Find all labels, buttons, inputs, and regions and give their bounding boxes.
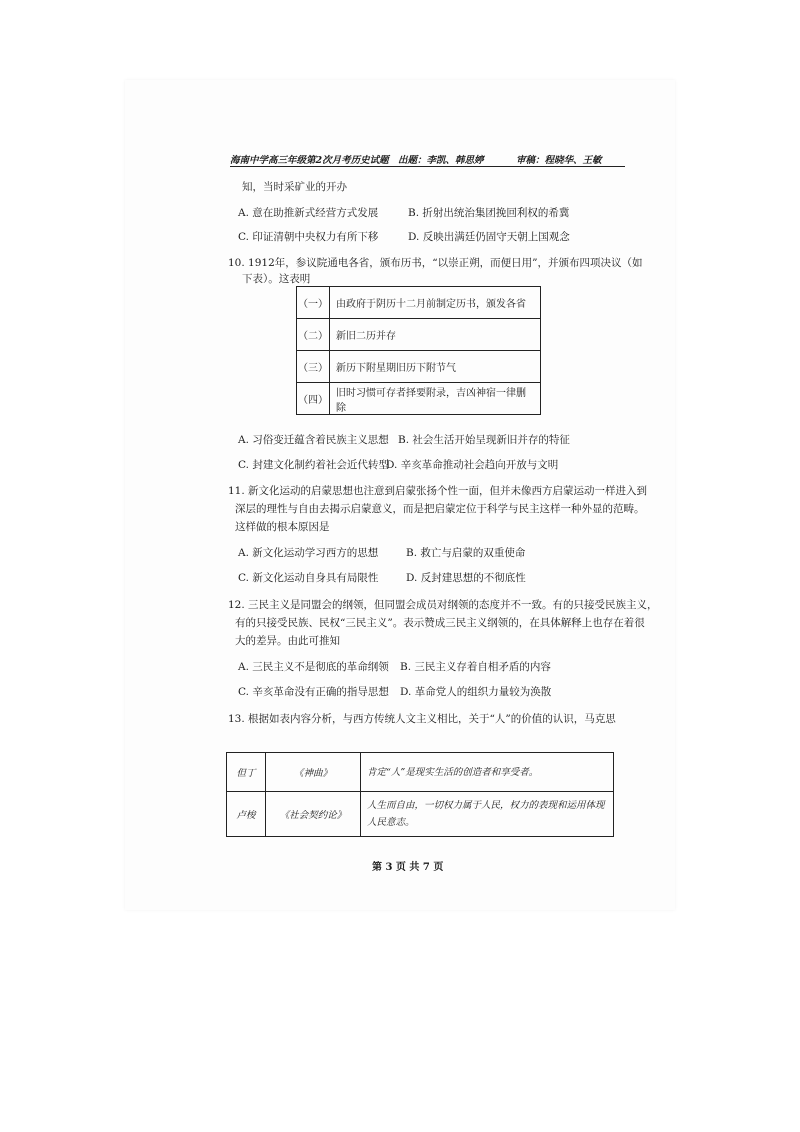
q12-stem-line2: 有的只接受民族、民权“三民主义”。表示赞成三民主义纲领的，在具体解释上也存在着很 — [235, 617, 645, 629]
table-cell-person: 但丁 — [227, 753, 266, 792]
q10-option-d: D. 辛亥革命推动社会趋向开放与文明 — [386, 459, 559, 471]
q11-stem-line1: 11. 新文化运动的启蒙思想也注意到启蒙张扬个性一面，但并未像西方启蒙运动一样进入到 — [228, 485, 648, 497]
exam-reviewer: 审稿：程晓华、王敏 — [516, 155, 602, 166]
q9-option-a: A. 意在助推新式经营方式发展 — [238, 207, 379, 219]
q12-option-d: D. 革命党人的组织力量较为涣散 — [400, 686, 552, 698]
table-cell-num: （一） — [297, 287, 330, 319]
q9-option-b: B. 折射出统治集团挽回利权的希冀 — [408, 207, 570, 219]
table-row — [297, 383, 541, 415]
q13-humanism-table — [226, 752, 614, 837]
exam-title: 海南中学高三年级第2次月考历史试题 — [230, 155, 389, 166]
page-number: 第 3 页 共 7 页 — [372, 862, 444, 873]
exam-header — [230, 150, 625, 167]
q9-option-c: C. 印证清朝中央权力有所下移 — [238, 231, 379, 243]
table-cell-content: 肯定“人”是现实生活的创造者和享受者。 — [361, 753, 614, 792]
q10-option-b: B. 社会生活开始呈现新旧并存的特征 — [398, 434, 570, 446]
table-cell-num: （四） — [297, 383, 330, 415]
table-cell-work: 《神曲》 — [266, 753, 361, 792]
q12-option-c: C. 辛亥革命没有正确的指导思想 — [238, 686, 389, 698]
q11-option-a: A. 新文化运动学习西方的思想 — [238, 547, 379, 559]
table-cell-content: 人生而自由，一切权力属于人民，权力的表现和运用体现人民意志。 — [361, 792, 614, 837]
exam-setter: 出题：李凯、韩思婷 — [398, 155, 484, 166]
q9-stem-tail: 知，当时采矿业的开办 — [242, 181, 347, 193]
table-cell-num: （三） — [297, 351, 330, 383]
table-row — [297, 287, 541, 319]
q10-option-c: C. 封建文化制约着社会近代转型 — [238, 459, 389, 471]
q12-stem-line3: 大的差异。由此可推知 — [235, 635, 340, 647]
table-cell-text: 新历下附星期旧历下附节气 — [330, 351, 541, 383]
q10-option-a: A. 习俗变迁蕴含着民族主义思想 — [238, 434, 389, 446]
q13-stem: 13. 根据如表内容分析，与西方传统人文主义相比，关于“人”的价值的认识，马克思 — [228, 713, 616, 725]
table-row — [297, 351, 541, 383]
q11-option-d: D. 反封建思想的不彻底性 — [406, 572, 526, 584]
q11-option-b: B. 救亡与启蒙的双重使命 — [406, 547, 526, 559]
q11-stem-line2: 深层的理性与自由去揭示启蒙意义，而是把启蒙定位于科学与民主这样一种外显的范畴。 — [235, 503, 645, 515]
table-cell-text: 新旧二历并存 — [330, 319, 541, 351]
table-row — [227, 792, 614, 837]
table-row — [297, 319, 541, 351]
table-cell-work: 《社会契约论》 — [266, 792, 361, 837]
q12-option-a: A. 三民主义不是彻底的革命纲领 — [238, 661, 389, 673]
table-row — [227, 753, 614, 792]
table-cell-text: 旧时习惯可存者择要附录，吉凶神宿一律删除 — [330, 383, 541, 415]
table-cell-text: 由政府于阴历十二月前制定历书，颁发各省 — [330, 287, 541, 319]
q10-stem-line2: 下表）。这表明 — [242, 273, 311, 285]
q10-resolution-table — [296, 286, 541, 415]
table-cell-person: 卢梭 — [227, 792, 266, 837]
q9-option-d: D. 反映出满廷仍固守天朝上国观念 — [408, 231, 570, 243]
q10-stem-line1: 10. 1912年，参议院通电各省，颁布历书，“以崇正朔，而便日用”，并颁布四项决议（如 — [228, 257, 643, 269]
q12-option-b: B. 三民主义存着自相矛盾的内容 — [400, 661, 551, 673]
q12-stem-line1: 12. 三民主义是同盟会的纲领，但同盟会成员对纲领的态度并不一致。有的只接受民族主义， — [228, 599, 658, 611]
table-cell-num: （二） — [297, 319, 330, 351]
q11-stem-line3: 这样做的根本原因是 — [235, 521, 330, 533]
q11-option-c: C. 新文化运动自身具有局限性 — [238, 572, 379, 584]
